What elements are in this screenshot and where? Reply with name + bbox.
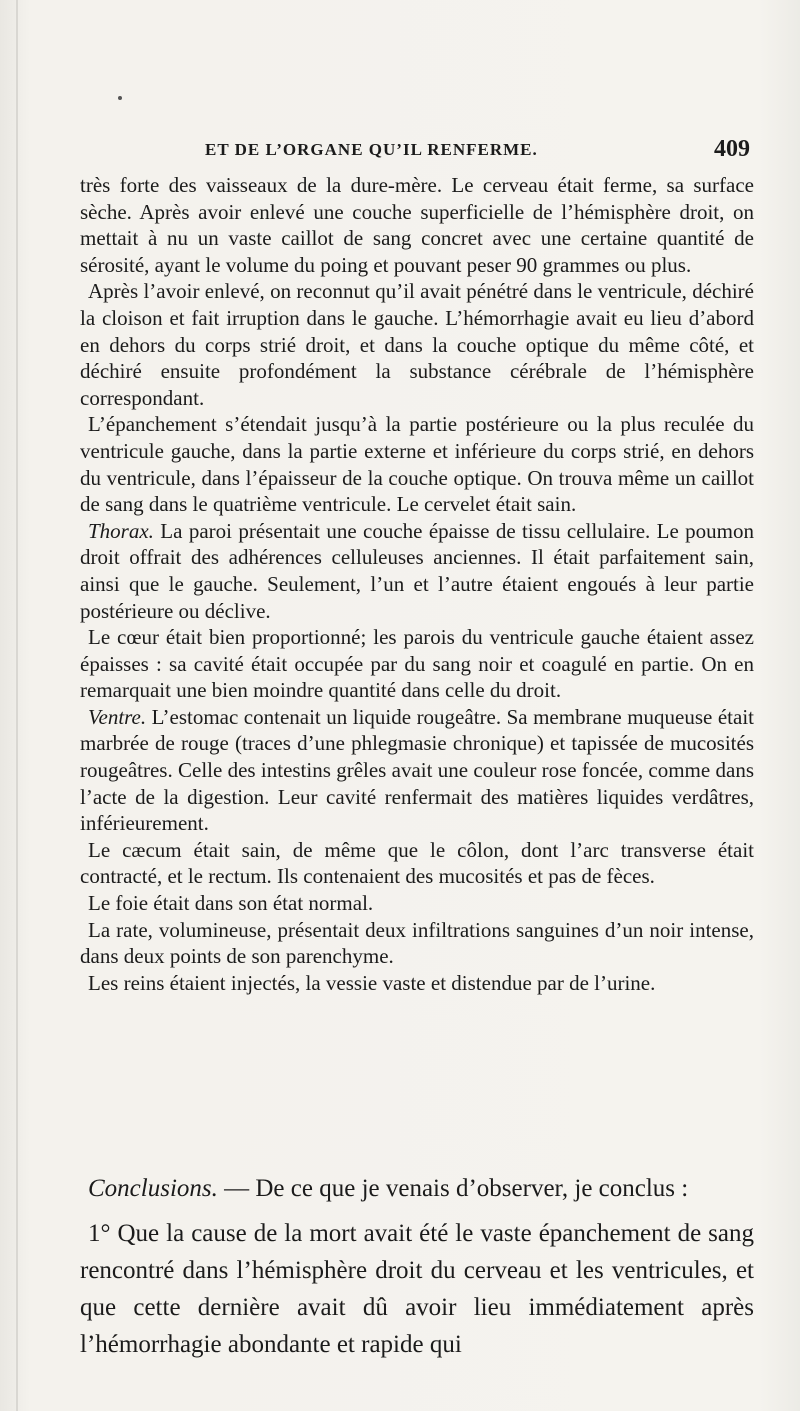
page-number: 409 <box>714 136 750 162</box>
paragraph <box>80 518 754 624</box>
paragraph-text: Le foie était dans son état normal. <box>88 891 374 916</box>
print-speck <box>118 96 122 100</box>
conclusion-section <box>80 1170 754 1363</box>
paragraph <box>80 624 754 704</box>
paragraph <box>80 411 754 517</box>
paragraph-text: Le cœur était bien proportionné; les parois du ventricule gauche étaient assez épaisses : sa cavité était occupée par du sang noir et coagulé en partie. On en remarquait une bien moindre quantité dans celle du droit. <box>80 625 754 703</box>
paragraph-text: La rate, volumineuse, présentait deux infiltrations sanguines d’un noir intense, dans deux points de son parenchyme. <box>80 917 754 969</box>
paragraph <box>80 172 754 278</box>
paragraph <box>80 917 754 970</box>
paragraph <box>80 278 754 411</box>
section-lead: Conclusions. <box>88 1175 218 1202</box>
paragraph-text: 1° Que la cause de la mort avait été le vaste épanchement de sang rencontré dans l’hémisphère droit du cerveau et les ventricules, et que cette dernière avait dû avoir lieu immédiatement après l’hémorrhagie abondante et rapide qui <box>80 1220 754 1358</box>
page-header <box>80 138 750 174</box>
paragraph <box>80 970 754 997</box>
paragraph-text: Les reins étaient injectés, la vessie vaste et distendue par de l’urine. <box>88 970 656 995</box>
paragraph-text: Le cæcum était sain, de même que le côlon, dont l’arc transverse était contracté, et le rectum. Ils contenaient des mucosités et pas de fèces. <box>80 837 754 889</box>
paragraph-text: — De ce que je venais d’observer, je conclus : <box>217 1175 689 1202</box>
body-text <box>80 172 754 996</box>
section-lead: Thorax. <box>88 518 154 543</box>
page-edge-shadow <box>16 0 18 1411</box>
conclusion-intro <box>80 1170 754 1207</box>
running-title: ET DE L’ORGANE QU’IL RENFERME. <box>205 140 538 159</box>
paragraph-text: L’épanchement s’étendait jusqu’à la partie postérieure ou la plus reculée du ventricule gauche, dans la partie externe et inférieure du corps strié, en dehors du ventricule, dans l’épaisseur de la couche optique. On trouva même un caillot de sang dans le quatrième ventricule. Le cervelet était sain. <box>80 412 754 517</box>
paragraph-text: L’estomac contenait un liquide rougeâtre. Sa membrane muqueuse était marbrée de rouge (traces d’une phlegmasie chronique) et tapissée de mucosités rougeâtres. Celle des intestins grêles avait une couleur rose foncée, comme dans l’acte de la digestion. Leur cavité renfermait des matières liquides verdâtres, inférieurement. <box>80 704 754 836</box>
section-lead: Ventre. <box>88 704 147 729</box>
paragraph-text: très forte des vaisseaux de la dure-mère. Le cerveau était ferme, sa surface sèche. Après avoir enlevé une couche superficielle de l’hémisphère droit, on mettait à nu un vaste caillot de sang concret avec une certaine quantité de sérosité, ayant le volume du poing et pouvant peser 90 grammes ou plus. <box>80 173 754 277</box>
paragraph-text: La paroi présentait une couche épaisse de tissu cellulaire. Le poumon droit offrait des adhérences celluleuses anciennes. Il était parfaitement sain, ainsi que le gauche. Seulement, l’un et l’autre étaient engoués à leur partie postérieure ou déclive. <box>80 518 754 623</box>
paragraph <box>80 837 754 890</box>
conclusion-point <box>80 1215 754 1363</box>
paragraph <box>80 890 754 917</box>
paragraph <box>80 704 754 837</box>
paragraph-text: Après l’avoir enlevé, on reconnut qu’il avait pénétré dans le ventricule, déchiré la cloison et fait irruption dans le gauche. L’hémorrhagie avait eu lieu d’abord en dehors du corps strié droit, et dans la couche optique du même côté, et déchiré ensuite profondément la substance cérébrale de l’hémisphère correspondant. <box>80 279 754 410</box>
